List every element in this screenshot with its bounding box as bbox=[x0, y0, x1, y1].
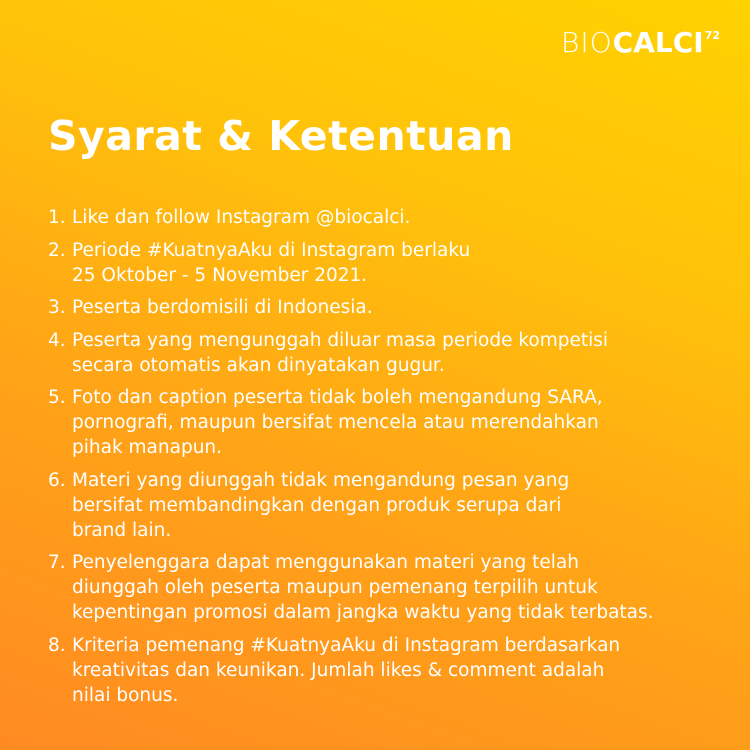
term-text-line: 25 Oktober - 5 November 2021. bbox=[72, 264, 368, 286]
term-text bbox=[72, 633, 620, 708]
term-item bbox=[48, 385, 738, 460]
term-text bbox=[72, 238, 470, 288]
term-text-line: nilai bonus. bbox=[72, 684, 179, 706]
page-title: Syarat & Ketentuan bbox=[48, 112, 514, 160]
term-number: 3. bbox=[48, 297, 66, 318]
term-text-line: Materi yang diunggah tidak mengandung pesan yang bbox=[72, 469, 570, 491]
logo-superscript: 72 bbox=[704, 29, 720, 42]
term-item bbox=[48, 468, 738, 543]
term-number: 2. bbox=[48, 239, 66, 261]
term-text-line: secara otomatis akan dinyatakan gugur. bbox=[72, 354, 445, 376]
logo-text-calci: CALCI bbox=[612, 26, 704, 59]
term-text-line: Peserta yang mengunggah diluar masa periode kompetisi bbox=[72, 329, 609, 351]
biocalci-logo bbox=[561, 28, 720, 58]
term-text-line: pihak manapun. bbox=[72, 437, 223, 458]
term-text bbox=[72, 328, 608, 378]
term-text bbox=[72, 205, 410, 230]
term-text-line: brand lain. bbox=[72, 519, 172, 541]
logo-text-bio: BIO bbox=[561, 26, 613, 59]
term-number: 7. bbox=[48, 552, 66, 573]
term-text bbox=[72, 295, 373, 320]
term-item bbox=[48, 633, 738, 708]
term-text bbox=[72, 385, 603, 460]
term-text-line: Periode #KuatnyaAku di Instagram berlaku bbox=[72, 239, 471, 261]
term-text-line: Peserta berdomisili di Indonesia. bbox=[72, 297, 373, 318]
term-number: 5. bbox=[48, 387, 66, 408]
term-item bbox=[48, 238, 738, 288]
term-number: 4. bbox=[48, 329, 66, 351]
term-text-line: Kriteria pemenang #KuatnyaAku di Instagram berdasarkan bbox=[72, 634, 621, 656]
term-text bbox=[72, 550, 654, 625]
term-text-line: diunggah oleh peserta maupun pemenang terpilih untuk bbox=[72, 577, 598, 598]
term-text-line: bersifat membandingkan dengan produk serupa dari bbox=[72, 494, 562, 516]
term-number: 1. bbox=[48, 207, 66, 228]
term-item bbox=[48, 550, 738, 625]
term-text bbox=[72, 468, 569, 543]
terms-list bbox=[48, 205, 738, 715]
term-item bbox=[48, 295, 738, 320]
term-text-line: Like dan follow Instagram @biocalci. bbox=[72, 207, 411, 228]
term-text-line: Penyelenggara dapat menggunakan materi yang telah bbox=[72, 552, 579, 573]
term-item bbox=[48, 205, 738, 230]
term-item bbox=[48, 328, 738, 378]
term-text-line: Foto dan caption peserta tidak boleh mengandung SARA, bbox=[72, 387, 603, 408]
term-number: 6. bbox=[48, 469, 66, 491]
term-text-line: pornografi, maupun bersifat mencela atau merendahkan bbox=[72, 412, 599, 433]
term-text-line: kepentingan promosi dalam jangka waktu yang tidak terbatas. bbox=[72, 602, 654, 623]
term-number: 8. bbox=[48, 634, 66, 656]
term-text-line: kreativitas dan keunikan. Jumlah likes & comment adalah bbox=[72, 659, 605, 681]
